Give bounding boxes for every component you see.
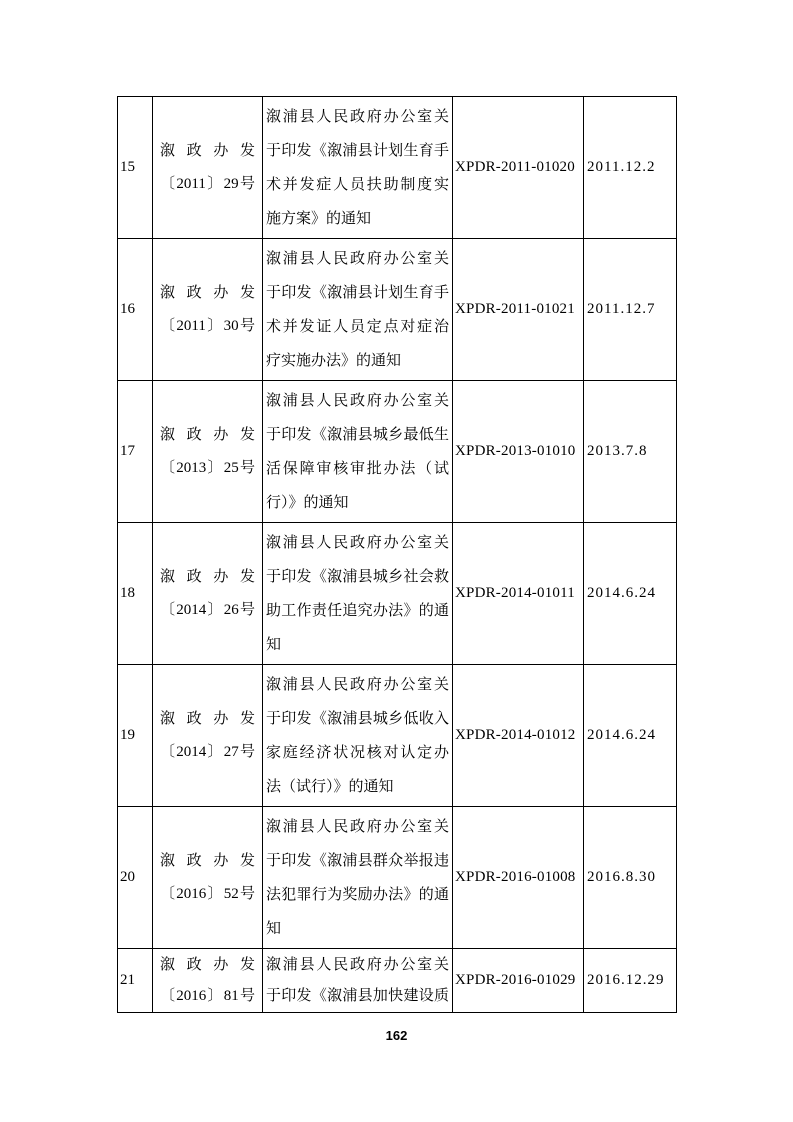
table-row (118, 239, 677, 381)
doc-number-line: 溆政办发 (160, 710, 255, 727)
title-line: 法（试行）》的通知 (266, 778, 394, 795)
title-line: 溆浦县人民政府办公室关 (266, 956, 449, 973)
title-line: 行）》的通知 (266, 494, 349, 511)
title-cell (263, 381, 453, 523)
title-line: 于印发《溆浦县计划生育手 (266, 284, 449, 301)
title-line: 于印发《溆浦县城乡低收入 (266, 710, 449, 727)
doc-number-cell (153, 949, 263, 1013)
title-line: 术并发症人员扶助制度实 (266, 176, 449, 193)
row-number-cell: 18 (118, 523, 153, 665)
table-row (118, 97, 677, 239)
archive-number-cell: XPDR-2013-01010 (453, 381, 584, 523)
row-number-cell: 19 (118, 665, 153, 807)
date-cell: 2016.12.29 (584, 949, 677, 1013)
doc-number-cell (153, 239, 263, 381)
title-cell (263, 239, 453, 381)
row-number-cell: 17 (118, 381, 153, 523)
row-number-cell: 16 (118, 239, 153, 381)
archive-number-cell: XPDR-2011-01021 (453, 239, 584, 381)
date-cell: 2011.12.2 (584, 97, 677, 239)
doc-number-line: 〔2014〕27号 (160, 743, 255, 760)
title-line: 溆浦县人民政府办公室关 (266, 108, 449, 125)
title-line: 于印发《溆浦县群众举报违 (266, 852, 449, 869)
doc-number-line: 〔2011〕30号 (160, 317, 255, 334)
table-row (118, 949, 677, 1013)
archive-number-cell: XPDR-2016-01029 (453, 949, 584, 1013)
row-number-cell: 21 (118, 949, 153, 1013)
doc-number-cell (153, 523, 263, 665)
title-line: 术并发证人员定点对症治 (266, 318, 449, 335)
title-line: 活保障审核审批办法（试 (266, 460, 449, 477)
doc-number-cell (153, 665, 263, 807)
doc-number-line: 〔2013〕25号 (160, 459, 255, 476)
title-line: 溆浦县人民政府办公室关 (266, 534, 449, 551)
table-row (118, 381, 677, 523)
title-line: 于印发《溆浦县城乡最低生 (266, 426, 449, 443)
title-cell (263, 97, 453, 239)
doc-number-cell (153, 381, 263, 523)
title-cell (263, 807, 453, 949)
doc-number-line: 〔2011〕29号 (160, 175, 255, 192)
date-cell: 2011.12.7 (584, 239, 677, 381)
doc-number-cell (153, 97, 263, 239)
doc-number-line: 溆政办发 (160, 142, 255, 159)
archive-number-cell: XPDR-2014-01012 (453, 665, 584, 807)
title-line: 于印发《溆浦县加快建设质 (266, 987, 449, 1004)
page-number: 162 (385, 1028, 408, 1043)
archive-number-cell: XPDR-2011-01020 (453, 97, 584, 239)
table-row (118, 665, 677, 807)
date-cell: 2014.6.24 (584, 665, 677, 807)
archive-number-cell: XPDR-2016-01008 (453, 807, 584, 949)
date-cell: 2014.6.24 (584, 523, 677, 665)
title-line: 溆浦县人民政府办公室关 (266, 250, 449, 267)
archive-number-cell: XPDR-2014-01011 (453, 523, 584, 665)
title-cell (263, 949, 453, 1013)
date-cell: 2016.8.30 (584, 807, 677, 949)
table-body (118, 97, 677, 1013)
doc-number-line: 〔2014〕26号 (160, 601, 255, 618)
title-line: 溆浦县人民政府办公室关 (266, 676, 449, 693)
title-line: 施方案》的通知 (266, 210, 372, 227)
title-line: 溆浦县人民政府办公室关 (266, 818, 449, 835)
title-line: 知 (266, 636, 282, 653)
row-number-cell: 15 (118, 97, 153, 239)
title-cell (263, 523, 453, 665)
title-cell (263, 665, 453, 807)
title-line: 于印发《溆浦县计划生育手 (266, 142, 449, 159)
doc-number-cell (153, 807, 263, 949)
title-line: 助工作责任追究办法》的通 (266, 602, 449, 619)
date-cell: 2013.7.8 (584, 381, 677, 523)
table-row (118, 807, 677, 949)
doc-number-line: 溆政办发 (160, 284, 255, 301)
title-line: 溆浦县人民政府办公室关 (266, 392, 449, 409)
title-line: 知 (266, 920, 282, 937)
title-line: 家庭经济状况核对认定办 (266, 744, 449, 761)
table-row (118, 523, 677, 665)
title-line: 于印发《溆浦县城乡社会救 (266, 568, 449, 585)
title-line: 疗实施办法》的通知 (266, 352, 402, 369)
doc-number-line: 溆政办发 (160, 956, 255, 973)
doc-number-line: 溆政办发 (160, 426, 255, 443)
row-number-cell: 20 (118, 807, 153, 949)
doc-number-line: 溆政办发 (160, 852, 255, 869)
document-table (117, 96, 677, 1013)
title-line: 法犯罪行为奖励办法》的通 (266, 886, 449, 903)
doc-number-line: 〔2016〕81号 (160, 987, 255, 1004)
doc-number-line: 〔2016〕52号 (160, 885, 255, 902)
doc-number-line: 溆政办发 (160, 568, 255, 585)
